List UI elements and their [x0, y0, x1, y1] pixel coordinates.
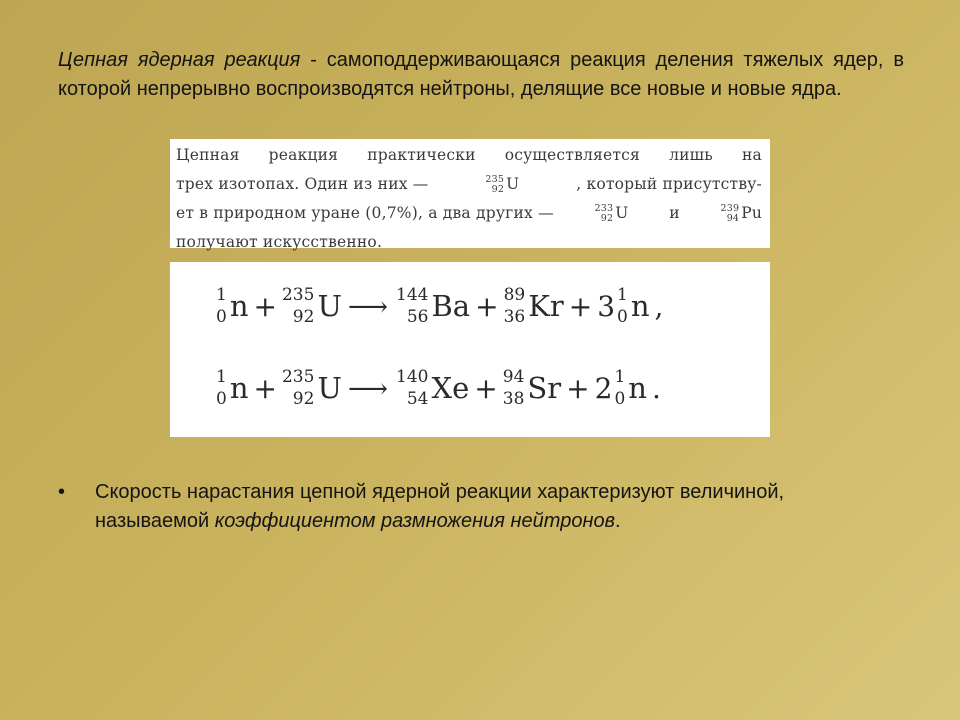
mass-number: 89 [503, 285, 526, 305]
intro-term: Цепная ядерная реакция [58, 49, 301, 71]
atomic-number: 38 [502, 389, 525, 409]
neutron [614, 366, 647, 410]
reaction-arrow: ⟶ [347, 289, 389, 323]
plus-sign: + [568, 289, 593, 323]
element-symbol: Xe [431, 371, 470, 405]
mass-number: 1 [216, 285, 227, 305]
isotope-u233 [595, 199, 629, 228]
element-symbol: U [317, 371, 342, 405]
excerpt-text: ет в природном уране (0,7%), а два других — [176, 204, 554, 222]
neutron [216, 284, 249, 328]
element-symbol: U [506, 175, 520, 193]
element-symbol: Kr [528, 289, 564, 323]
reaction-equations [170, 262, 770, 437]
intro-paragraph [58, 46, 904, 104]
mass-number: 235 [485, 173, 505, 185]
atomic-number: 92 [491, 183, 505, 195]
excerpt-line-1 [176, 141, 762, 170]
element-symbol: U [317, 289, 342, 323]
product-nucleus [503, 366, 561, 410]
mass-number: 1 [614, 367, 626, 387]
uranium-nucleus [282, 284, 342, 328]
element-symbol: n [229, 371, 249, 405]
excerpt-word: практически [367, 146, 476, 164]
mass-number: 235 [281, 367, 315, 387]
mass-number: 140 [396, 367, 429, 387]
equation-2 [216, 366, 666, 410]
excerpt-text: и [669, 204, 680, 222]
bullet-text-start: Скорость нарастания цепной ядерной реакции характеризуют величиной, называемой [95, 481, 785, 532]
excerpt-line-3 [176, 199, 762, 228]
bullet-text [95, 478, 895, 536]
product-nucleus [396, 284, 470, 328]
neutron-coefficient: 3 [597, 289, 616, 323]
plus-sign: + [474, 371, 498, 405]
mass-number: 144 [396, 285, 429, 305]
plus-sign: + [475, 289, 499, 323]
equation-1 [216, 284, 668, 328]
element-symbol: n [630, 289, 650, 323]
atomic-number: 36 [503, 307, 526, 327]
isotope-u235 [485, 170, 519, 199]
excerpt-word: Цепная [176, 146, 240, 164]
mass-number: 1 [617, 285, 628, 305]
bullet-text-end: . [615, 510, 621, 532]
uranium-nucleus [282, 366, 342, 410]
equation-end: , [654, 289, 664, 323]
isotope-pu239 [720, 199, 762, 228]
mass-number: 239 [720, 202, 740, 214]
reaction-arrow: ⟶ [347, 371, 389, 405]
atomic-number: 0 [614, 389, 626, 409]
atomic-number: 94 [726, 212, 740, 224]
element-symbol: Sr [527, 371, 562, 405]
atomic-number: 0 [617, 307, 628, 327]
mass-number: 94 [502, 367, 525, 387]
bullet-item [58, 478, 908, 536]
neutron [216, 366, 249, 410]
excerpt-text: , который присутству- [576, 175, 762, 193]
atomic-number: 0 [216, 307, 227, 327]
excerpt-word: осуществляется [504, 146, 641, 164]
element-symbol: U [615, 204, 629, 222]
element-symbol: Pu [741, 204, 762, 222]
atomic-number: 92 [292, 307, 315, 327]
atomic-number: 0 [216, 389, 227, 409]
excerpt-word: на [742, 146, 762, 164]
element-symbol: n [229, 289, 249, 323]
mass-number: 1 [216, 367, 227, 387]
neutron [617, 284, 650, 328]
excerpt-word: реакция [268, 146, 339, 164]
plus-sign: + [253, 371, 277, 405]
neutron-coefficient: 2 [594, 371, 613, 405]
atomic-number: 92 [292, 389, 315, 409]
bullet-marker: • [58, 481, 66, 503]
excerpt-word: лишь [669, 146, 713, 164]
excerpt-line-2 [176, 170, 762, 199]
bullet-term: коэффициентом размножения нейтронов [214, 510, 616, 532]
excerpt-line-4: получают искусственно. [176, 233, 383, 251]
product-nucleus [396, 366, 469, 410]
product-nucleus [504, 284, 564, 328]
atomic-number: 54 [406, 389, 429, 409]
plus-sign: + [566, 371, 590, 405]
equation-end: . [651, 371, 661, 405]
element-symbol: n [628, 371, 647, 405]
textbook-excerpt [170, 139, 770, 251]
element-symbol: Ba [431, 289, 471, 323]
mass-number: 235 [281, 285, 315, 305]
atomic-number: 56 [406, 307, 429, 327]
atomic-number: 92 [600, 212, 614, 224]
excerpt-text: трех изотопах. Один из них — [176, 175, 429, 193]
intro-text: - самоподдерживающаяся реакция деления тяжелых ядер, в которой непрерывно воспроизводятся нейтроны, делящие все новые и новые ядра. [58, 49, 904, 100]
mass-number: 233 [594, 202, 614, 214]
plus-sign: + [253, 289, 277, 323]
